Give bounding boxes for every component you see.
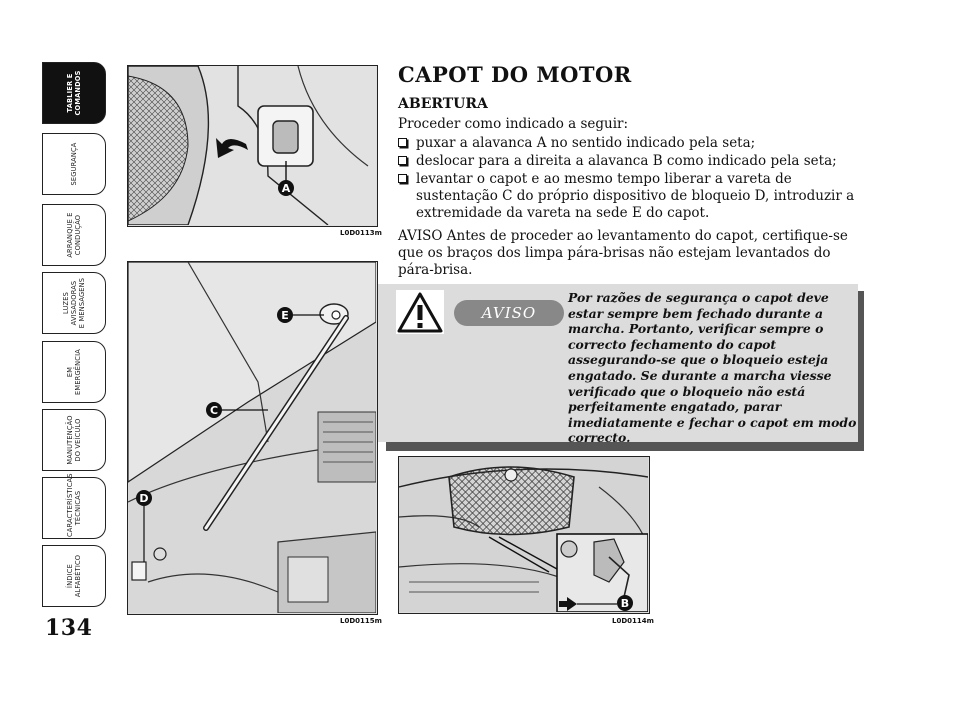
checkbox-bullet-icon	[398, 156, 407, 165]
figure-code: L0D0114m	[612, 617, 654, 625]
callout-a: A	[281, 182, 291, 195]
callout-c: C	[209, 404, 219, 417]
side-tab-caracteristicas[interactable]	[42, 473, 106, 539]
warning-text: Por razões de segurança o capot deve estar sempre bem fechado durante a marcha. Portanto, verificar sempre o correcto fechamento do capot assegurando-se que o bloqueio esteja engatado. Se durante a marcha viesse verificado que o bloqueio não está perfeitamente engatado, parar imediatamente e fechar o capot em modo correcto.	[568, 290, 857, 446]
callout-e: E	[281, 309, 289, 322]
side-tab-label: SEGURANÇA	[70, 142, 78, 186]
side-tab-luzes[interactable]	[42, 272, 106, 334]
figure-lever-b	[398, 456, 650, 614]
side-tab-label: EM EMERGÊNCIA	[66, 349, 82, 395]
warning-triangle-icon	[396, 290, 444, 334]
side-tab-label: LUZES AVISADORAS E MENSAGENS	[62, 277, 86, 329]
side-tab-seguranca[interactable]	[42, 133, 106, 195]
figure-support-rod	[127, 261, 378, 615]
callout-d: D	[139, 492, 149, 505]
side-tab-arranque[interactable]	[42, 204, 106, 266]
side-tab-manutencao[interactable]	[42, 409, 106, 471]
intro-text: Proceder como indicado a seguir:	[398, 116, 629, 132]
side-tab-emergencia[interactable]	[42, 341, 106, 403]
step-item: levantar o capot e ao mesmo tempo liberar a vareta de sustentação C do próprio dispositivo de bloqueio D, introduzir a extremidade da vareta na sede E do capot.	[398, 171, 868, 222]
side-tab-label: CARACTERÍSTICAS TÉCNICAS	[66, 473, 82, 537]
figure-code: L0D0113m	[340, 229, 382, 237]
page-title: CAPOT DO MOTOR	[398, 62, 632, 87]
checkbox-bullet-icon	[398, 174, 407, 183]
side-tab-label: ÍNDICE ALFABÉTICO	[66, 554, 82, 598]
step-item: deslocar para a direita a alavanca B como indicado pela seta;	[398, 153, 868, 170]
figure-code: L0D0115m	[340, 617, 382, 625]
side-tab-indice[interactable]	[42, 545, 106, 607]
side-tab-tablier[interactable]	[42, 62, 106, 124]
callout-b: B	[620, 597, 630, 610]
side-tab-label: MANUTENÇÃO DO VEÍCULO	[66, 415, 82, 465]
note-text: AVISO Antes de proceder ao levantamento do capot, certifique-se que os braços dos limpa pára-brisas não estejam levantados do pára-brisa.	[398, 228, 848, 278]
step-item: puxar a alavanca A no sentido indicado pela seta;	[398, 135, 868, 152]
page-number: 134	[45, 615, 93, 641]
warning-label: AVISO	[454, 300, 564, 326]
side-tab-label: TABLIER E COMANDOS	[66, 70, 82, 116]
side-tab-label: ARRANQUE E CONDUÇÃO	[66, 212, 82, 258]
section-heading: ABERTURA	[398, 96, 488, 112]
steps-list	[398, 135, 868, 223]
figure-lever-a	[127, 65, 378, 227]
checkbox-bullet-icon	[398, 138, 407, 147]
